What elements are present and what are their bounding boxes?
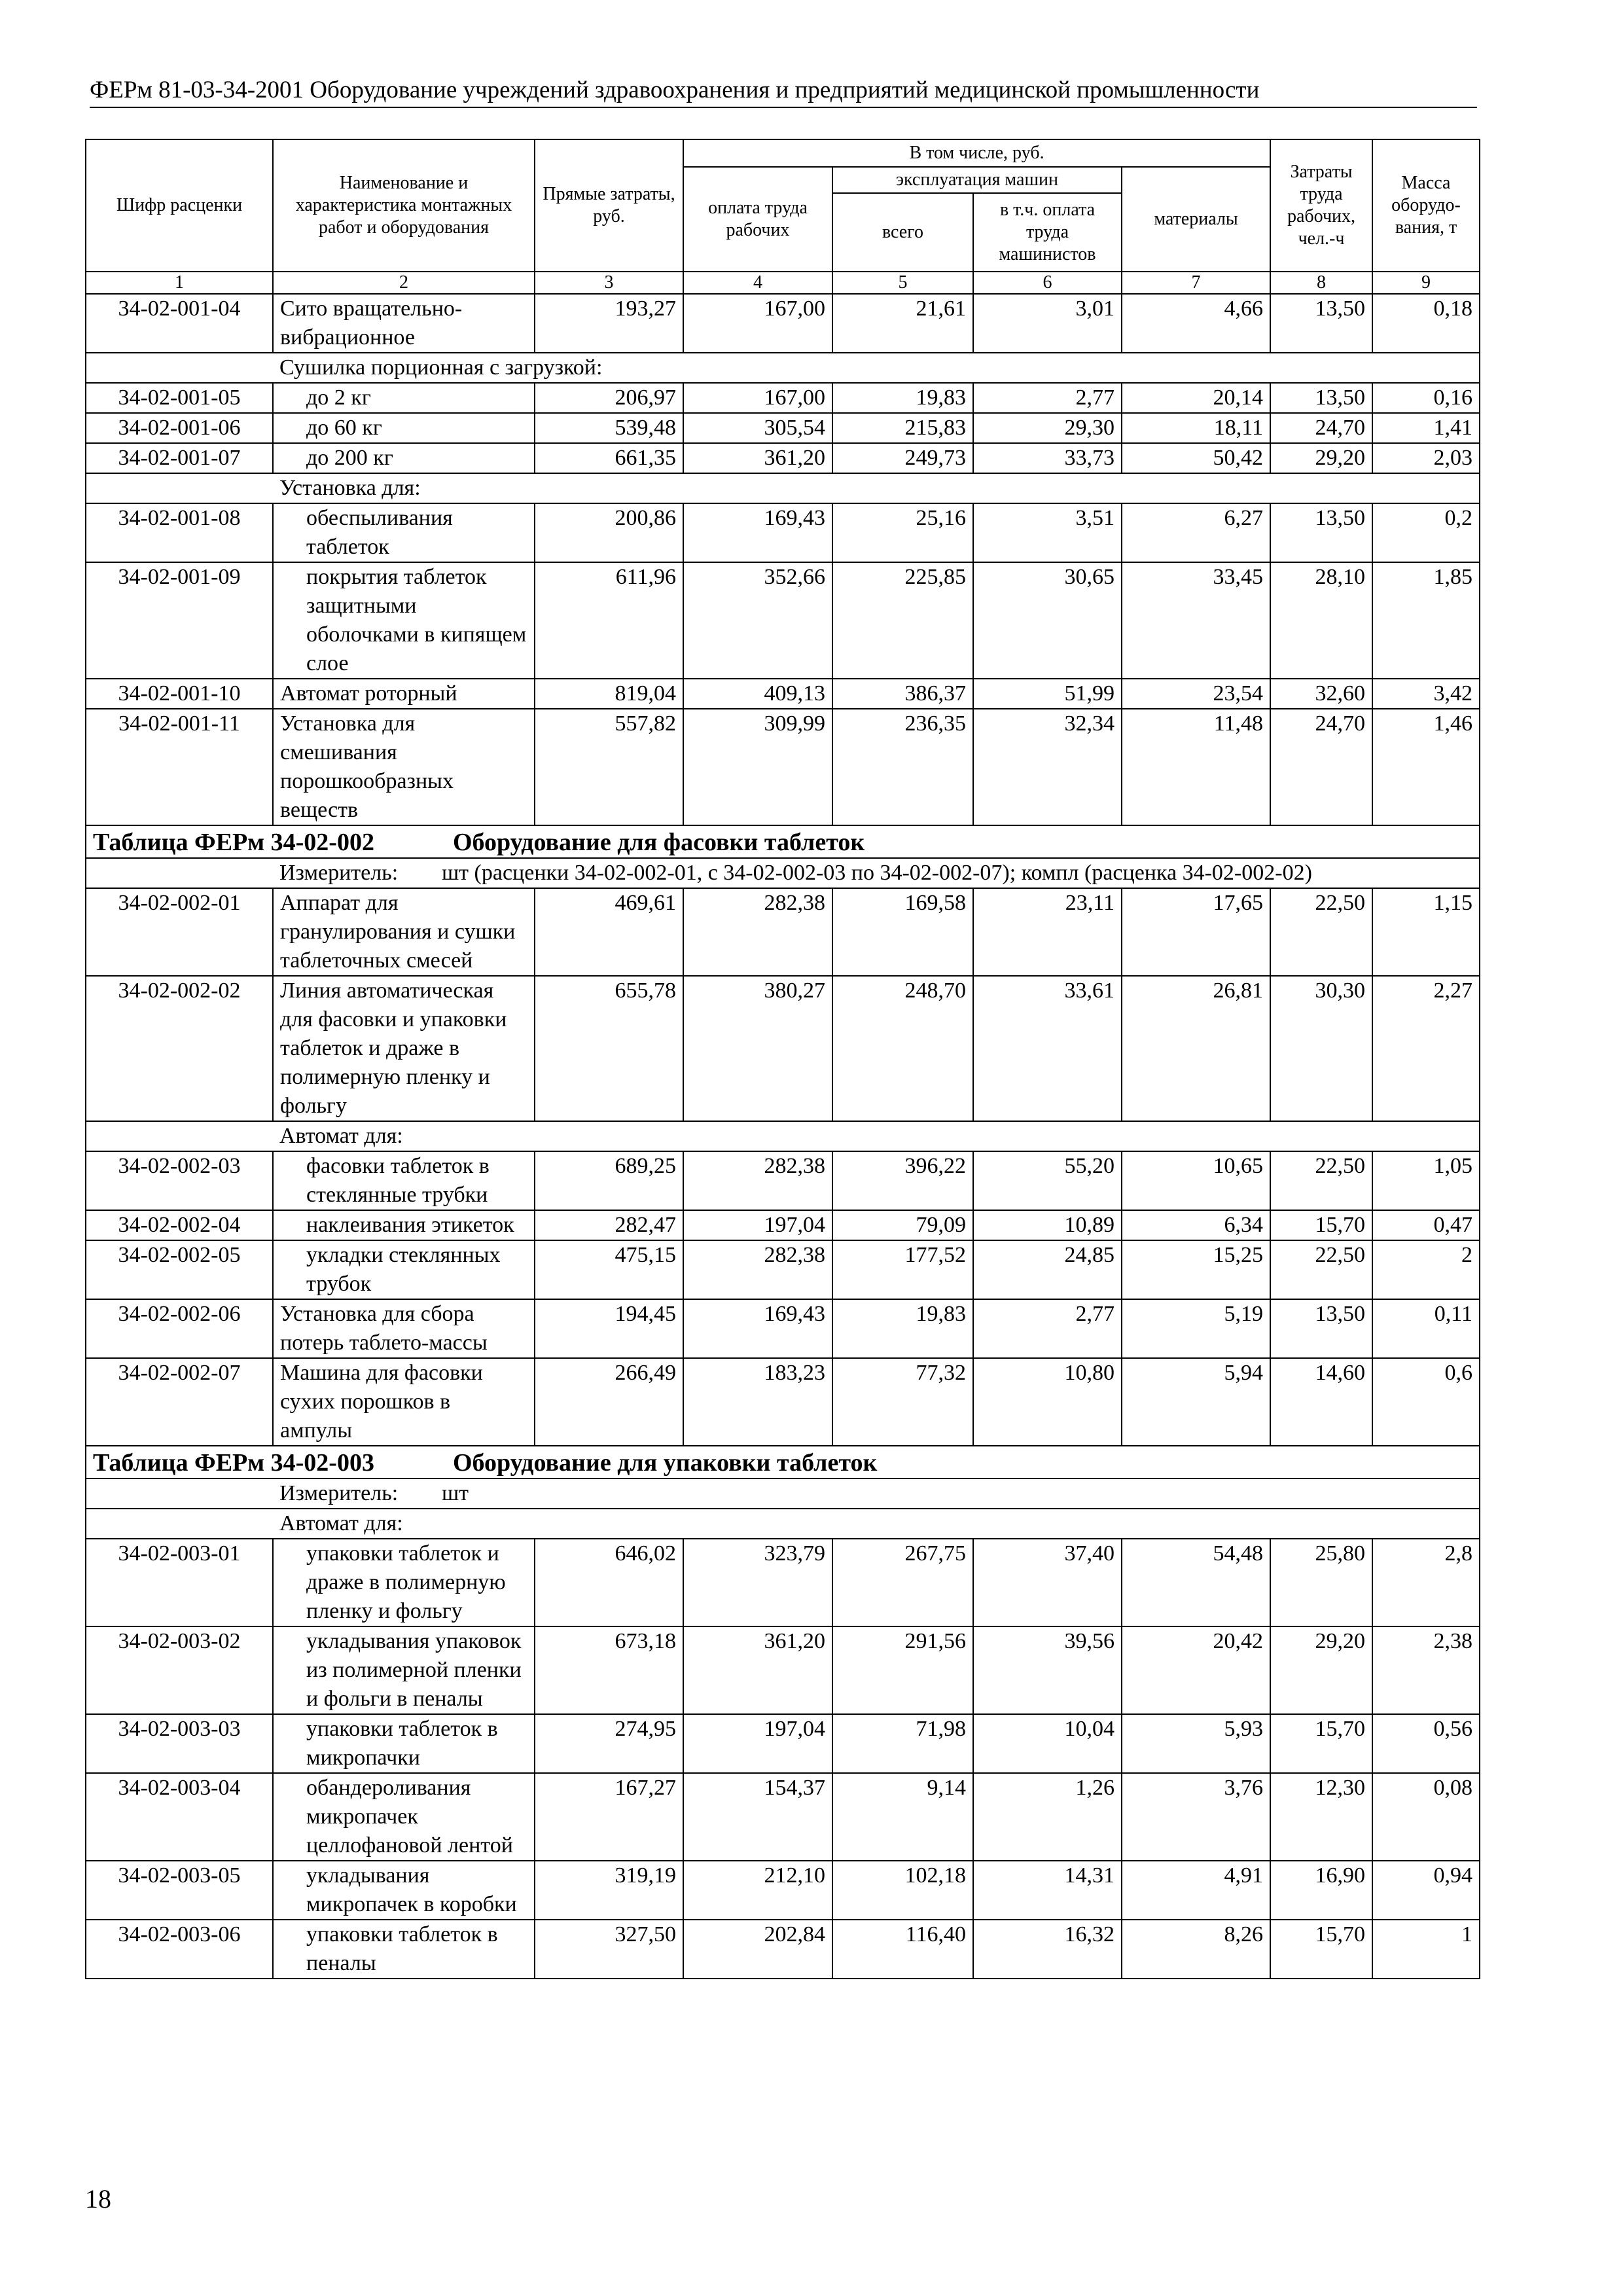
table-row (86, 1210, 1480, 1240)
rate-code: 34-02-001-09 (86, 562, 273, 679)
machinist-wages: 10,80 (973, 1358, 1122, 1446)
wages: 409,13 (683, 679, 832, 709)
rate-code: 34-02-001-08 (86, 503, 273, 562)
equipment-mass: 0,94 (1372, 1861, 1480, 1920)
wages: 309,99 (683, 709, 832, 825)
wages: 282,38 (683, 1240, 832, 1299)
labor-hours: 32,60 (1270, 679, 1372, 709)
machines-total: 291,56 (832, 1626, 973, 1714)
table-row (86, 383, 1480, 413)
work-name: укладывания упаковок из полимерной пленки и фольги в пеналы (273, 1626, 535, 1714)
equipment-mass: 1,15 (1372, 888, 1480, 976)
work-name: укладывания микропачек в коробки (273, 1861, 535, 1920)
table-title-cell (86, 1446, 1480, 1479)
labor-hours: 13,50 (1270, 1299, 1372, 1358)
equipment-mass: 0,56 (1372, 1714, 1480, 1773)
wages: 167,00 (683, 294, 832, 353)
direct-cost: 327,50 (535, 1920, 683, 1979)
work-name: Машина для фасовки сухих порошков в ампулы (273, 1358, 535, 1446)
equipment-mass: 2,03 (1372, 443, 1480, 473)
labor-hours: 12,30 (1270, 1773, 1372, 1861)
direct-cost: 206,97 (535, 383, 683, 413)
work-name: обандероливания микропачек целлофановой лентой (273, 1773, 535, 1861)
machines-total: 225,85 (832, 562, 973, 679)
machines-total: 177,52 (832, 1240, 973, 1299)
group-row (86, 1509, 1480, 1539)
col-code-header: Шифр расценки (86, 139, 273, 272)
work-name: укладки стеклянных трубок (273, 1240, 535, 1299)
materials: 50,42 (1122, 443, 1270, 473)
table-row (86, 1299, 1480, 1358)
rate-code: 34-02-002-06 (86, 1299, 273, 1358)
labor-hours: 15,70 (1270, 1210, 1372, 1240)
group-spacer (86, 1121, 273, 1151)
materials: 4,91 (1122, 1861, 1270, 1920)
column-number: 7 (1122, 272, 1270, 294)
machines-total: 116,40 (832, 1920, 973, 1979)
equipment-mass: 1,41 (1372, 413, 1480, 443)
materials: 18,11 (1122, 413, 1270, 443)
direct-cost: 661,35 (535, 443, 683, 473)
machinist-wages: 37,40 (973, 1539, 1122, 1626)
rate-code: 34-02-003-03 (86, 1714, 273, 1773)
equipment-mass: 3,42 (1372, 679, 1480, 709)
labor-hours: 24,70 (1270, 709, 1372, 825)
work-name: наклеивания этикеток (273, 1210, 535, 1240)
wages: 183,23 (683, 1358, 832, 1446)
column-number: 3 (535, 272, 683, 294)
work-name: покрытия таблеток защитными оболочками в кипящем слое (273, 562, 535, 679)
machines-total: 9,14 (832, 1773, 973, 1861)
equipment-mass: 0,2 (1372, 503, 1480, 562)
table-caption: Оборудование для фасовки таблеток (452, 829, 865, 856)
wages: 169,43 (683, 503, 832, 562)
rates-table (85, 139, 1480, 1979)
group-row (86, 353, 1480, 383)
group-label: Установка для: (273, 473, 1480, 503)
direct-cost: 200,86 (535, 503, 683, 562)
direct-cost: 689,25 (535, 1151, 683, 1210)
machinist-wages: 39,56 (973, 1626, 1122, 1714)
meter-value: шт (расценки 34-02-002-01, с 34-02-002-03 по 34-02-002-07); компл (расценка 34-02-002-02) (442, 861, 1312, 885)
machines-total: 19,83 (832, 383, 973, 413)
labor-hours: 13,50 (1270, 294, 1372, 353)
column-number: 5 (832, 272, 973, 294)
machinist-wages: 33,73 (973, 443, 1122, 473)
labor-hours: 22,50 (1270, 1151, 1372, 1210)
materials: 20,42 (1122, 1626, 1270, 1714)
materials: 15,25 (1122, 1240, 1270, 1299)
table-row (86, 709, 1480, 825)
table-row (86, 413, 1480, 443)
labor-hours: 13,50 (1270, 383, 1372, 413)
machines-total: 386,37 (832, 679, 973, 709)
table-row (86, 1773, 1480, 1861)
wages: 212,10 (683, 1861, 832, 1920)
column-number: 2 (273, 272, 535, 294)
materials: 17,65 (1122, 888, 1270, 976)
meter-label: Измеритель: (279, 1481, 399, 1505)
machinist-wages: 16,32 (973, 1920, 1122, 1979)
rate-code: 34-02-001-05 (86, 383, 273, 413)
meter-spacer (86, 858, 273, 888)
materials: 4,66 (1122, 294, 1270, 353)
meter-spacer (86, 1479, 273, 1509)
materials: 10,65 (1122, 1151, 1270, 1210)
group-label: Сушилка порционная с загрузкой: (273, 353, 1480, 383)
equipment-mass: 0,6 (1372, 1358, 1480, 1446)
col-materials-header: материалы (1122, 167, 1270, 272)
page-number: 18 (85, 2184, 111, 2214)
col-machinist-wages-header: в т.ч. оплата труда машинистов (973, 193, 1122, 272)
materials: 11,48 (1122, 709, 1270, 825)
machinist-wages: 29,30 (973, 413, 1122, 443)
wages: 361,20 (683, 443, 832, 473)
wages: 323,79 (683, 1539, 832, 1626)
machinist-wages: 24,85 (973, 1240, 1122, 1299)
table-caption: Оборудование для упаковки таблеток (452, 1449, 878, 1477)
rate-code: 34-02-003-02 (86, 1626, 273, 1714)
table-row (86, 294, 1480, 353)
equipment-mass: 2 (1372, 1240, 1480, 1299)
table-title-row (86, 1446, 1480, 1479)
direct-cost: 194,45 (535, 1299, 683, 1358)
work-name: упаковки таблеток и драже в полимерную пленку и фольгу (273, 1539, 535, 1626)
labor-hours: 29,20 (1270, 443, 1372, 473)
rate-code: 34-02-002-05 (86, 1240, 273, 1299)
direct-cost: 475,15 (535, 1240, 683, 1299)
labor-hours: 30,30 (1270, 976, 1372, 1121)
labor-hours: 15,70 (1270, 1920, 1372, 1979)
col-labor-header: Затраты труда рабочих, чел.-ч (1270, 139, 1372, 272)
machinist-wages: 10,04 (973, 1714, 1122, 1773)
machinist-wages: 10,89 (973, 1210, 1122, 1240)
wages: 197,04 (683, 1714, 832, 1773)
direct-cost: 319,19 (535, 1861, 683, 1920)
group-label: Автомат для: (273, 1121, 1480, 1151)
direct-cost: 193,27 (535, 294, 683, 353)
machinist-wages: 32,34 (973, 709, 1122, 825)
materials: 33,45 (1122, 562, 1270, 679)
table-title: Таблица ФЕРм 34-02-003 (93, 1449, 374, 1477)
machines-total: 267,75 (832, 1539, 973, 1626)
column-number: 9 (1372, 272, 1480, 294)
table-row (86, 1714, 1480, 1773)
rate-code: 34-02-002-03 (86, 1151, 273, 1210)
equipment-mass: 2,8 (1372, 1539, 1480, 1626)
table-title-row (86, 825, 1480, 858)
table-row (86, 1626, 1480, 1714)
machinist-wages: 23,11 (973, 888, 1122, 976)
machines-total: 102,18 (832, 1861, 973, 1920)
materials: 26,81 (1122, 976, 1270, 1121)
work-name: Автомат роторный (273, 679, 535, 709)
direct-cost: 655,78 (535, 976, 683, 1121)
col-including-header: В том числе, руб. (683, 139, 1270, 167)
work-name: до 2 кг (273, 383, 535, 413)
rate-code: 34-02-002-04 (86, 1210, 273, 1240)
labor-hours: 14,60 (1270, 1358, 1372, 1446)
machinist-wages: 51,99 (973, 679, 1122, 709)
rate-code: 34-02-003-06 (86, 1920, 273, 1979)
wages: 282,38 (683, 1151, 832, 1210)
direct-cost: 274,95 (535, 1714, 683, 1773)
group-label: Автомат для: (273, 1509, 1480, 1539)
labor-hours: 22,50 (1270, 888, 1372, 976)
direct-cost: 266,49 (535, 1358, 683, 1446)
rate-code: 34-02-001-10 (86, 679, 273, 709)
machines-total: 215,83 (832, 413, 973, 443)
materials: 6,27 (1122, 503, 1270, 562)
work-name: обеспыливания таблеток (273, 503, 535, 562)
col-wages-header: оплата труда рабочих (683, 167, 832, 272)
machinist-wages: 3,01 (973, 294, 1122, 353)
direct-cost: 167,27 (535, 1773, 683, 1861)
work-name: Установка для сбора потерь таблето-массы (273, 1299, 535, 1358)
col-machines-header: эксплуатация машин (832, 167, 1122, 193)
labor-hours: 15,70 (1270, 1714, 1372, 1773)
table-row (86, 1151, 1480, 1210)
machines-total: 21,61 (832, 294, 973, 353)
machinist-wages: 33,61 (973, 976, 1122, 1121)
table-row (86, 503, 1480, 562)
equipment-mass: 1 (1372, 1920, 1480, 1979)
table-row (86, 1358, 1480, 1446)
machinist-wages: 55,20 (973, 1151, 1122, 1210)
machines-total: 77,32 (832, 1358, 973, 1446)
table-row (86, 888, 1480, 976)
table-row (86, 1240, 1480, 1299)
equipment-mass: 0,18 (1372, 294, 1480, 353)
group-spacer (86, 1509, 273, 1539)
table-row (86, 1539, 1480, 1626)
wages: 197,04 (683, 1210, 832, 1240)
rate-code: 34-02-001-11 (86, 709, 273, 825)
wages: 282,38 (683, 888, 832, 976)
meter-row (86, 858, 1480, 888)
table-header (86, 139, 1480, 294)
wages: 167,00 (683, 383, 832, 413)
col-mass-header: Масса оборудо-вания, т (1372, 139, 1480, 272)
direct-cost: 611,96 (535, 562, 683, 679)
rate-code: 34-02-003-04 (86, 1773, 273, 1861)
labor-hours: 13,50 (1270, 503, 1372, 562)
labor-hours: 25,80 (1270, 1539, 1372, 1626)
wages: 380,27 (683, 976, 832, 1121)
equipment-mass: 2,27 (1372, 976, 1480, 1121)
wages: 169,43 (683, 1299, 832, 1358)
work-name: Сито вращательно-вибрационное (273, 294, 535, 353)
column-number: 6 (973, 272, 1122, 294)
rate-code: 34-02-003-05 (86, 1861, 273, 1920)
machines-total: 248,70 (832, 976, 973, 1121)
meter-cell (273, 858, 1480, 888)
labor-hours: 16,90 (1270, 1861, 1372, 1920)
machines-total: 19,83 (832, 1299, 973, 1358)
table-row (86, 443, 1480, 473)
column-number: 1 (86, 272, 273, 294)
labor-hours: 24,70 (1270, 413, 1372, 443)
work-name: фасовки таблеток в стеклянные трубки (273, 1151, 535, 1210)
wages: 202,84 (683, 1920, 832, 1979)
labor-hours: 28,10 (1270, 562, 1372, 679)
work-name: Аппарат для гранулирования и сушки таблеточных смесей (273, 888, 535, 976)
rate-code: 34-02-002-01 (86, 888, 273, 976)
materials: 5,93 (1122, 1714, 1270, 1773)
rate-code: 34-02-002-07 (86, 1358, 273, 1446)
equipment-mass: 2,38 (1372, 1626, 1480, 1714)
machinist-wages: 1,26 (973, 1773, 1122, 1861)
column-number: 8 (1270, 272, 1372, 294)
wages: 154,37 (683, 1773, 832, 1861)
table-row (86, 562, 1480, 679)
materials: 3,76 (1122, 1773, 1270, 1861)
equipment-mass: 1,05 (1372, 1151, 1480, 1210)
equipment-mass: 0,47 (1372, 1210, 1480, 1240)
equipment-mass: 1,85 (1372, 562, 1480, 679)
rate-code: 34-02-001-06 (86, 413, 273, 443)
machinist-wages: 2,77 (973, 383, 1122, 413)
table-title-cell (86, 825, 1480, 858)
labor-hours: 29,20 (1270, 1626, 1372, 1714)
equipment-mass: 0,11 (1372, 1299, 1480, 1358)
materials: 20,14 (1122, 383, 1270, 413)
group-row (86, 1121, 1480, 1151)
direct-cost: 646,02 (535, 1539, 683, 1626)
table-body (86, 294, 1480, 1979)
materials: 23,54 (1122, 679, 1270, 709)
meter-label: Измеритель: (279, 861, 399, 885)
work-name: упаковки таблеток в микропачки (273, 1714, 535, 1773)
work-name: Линия автоматическая для фасовки и упаковки таблеток и драже в полимерную пленку и фольгу (273, 976, 535, 1121)
direct-cost: 282,47 (535, 1210, 683, 1240)
materials: 5,94 (1122, 1358, 1270, 1446)
materials: 6,34 (1122, 1210, 1270, 1240)
machinist-wages: 14,31 (973, 1861, 1122, 1920)
table-title: Таблица ФЕРм 34-02-002 (93, 829, 374, 856)
table-row (86, 976, 1480, 1121)
running-header: ФЕРм 81-03-34-2001 Оборудование учреждений здравоохранения и предприятий медицинской промышленности (90, 76, 1477, 108)
rate-code: 34-02-003-01 (86, 1539, 273, 1626)
group-row (86, 473, 1480, 503)
group-spacer (86, 353, 273, 383)
work-name: Установка для смешивания порошкообразных веществ (273, 709, 535, 825)
meter-value: шт (442, 1481, 469, 1505)
machines-total: 396,22 (832, 1151, 973, 1210)
machinist-wages: 30,65 (973, 562, 1122, 679)
machines-total: 71,98 (832, 1714, 973, 1773)
materials: 8,26 (1122, 1920, 1270, 1979)
wages: 305,54 (683, 413, 832, 443)
work-name: упаковки таблеток в пеналы (273, 1920, 535, 1979)
group-spacer (86, 473, 273, 503)
work-name: до 200 кг (273, 443, 535, 473)
col-name-header: Наименование и характеристика монтажных работ и оборудования (273, 139, 535, 272)
materials: 5,19 (1122, 1299, 1270, 1358)
machines-total: 236,35 (832, 709, 973, 825)
rate-code: 34-02-001-04 (86, 294, 273, 353)
labor-hours: 22,50 (1270, 1240, 1372, 1299)
direct-cost: 539,48 (535, 413, 683, 443)
col-machines-total-header: всего (832, 193, 973, 272)
equipment-mass: 0,08 (1372, 1773, 1480, 1861)
machines-total: 79,09 (832, 1210, 973, 1240)
materials: 54,48 (1122, 1539, 1270, 1626)
col-direct-header: Прямые затраты, руб. (535, 139, 683, 272)
machines-total: 249,73 (832, 443, 973, 473)
direct-cost: 673,18 (535, 1626, 683, 1714)
table-row (86, 1920, 1480, 1979)
wages: 361,20 (683, 1626, 832, 1714)
table-row (86, 1861, 1480, 1920)
equipment-mass: 0,16 (1372, 383, 1480, 413)
direct-cost: 469,61 (535, 888, 683, 976)
column-number: 4 (683, 272, 832, 294)
rate-code: 34-02-001-07 (86, 443, 273, 473)
machines-total: 169,58 (832, 888, 973, 976)
work-name: до 60 кг (273, 413, 535, 443)
meter-row (86, 1479, 1480, 1509)
direct-cost: 819,04 (535, 679, 683, 709)
equipment-mass: 1,46 (1372, 709, 1480, 825)
rate-code: 34-02-002-02 (86, 976, 273, 1121)
machinist-wages: 3,51 (973, 503, 1122, 562)
machines-total: 25,16 (832, 503, 973, 562)
meter-cell (273, 1479, 1480, 1509)
table-row (86, 679, 1480, 709)
wages: 352,66 (683, 562, 832, 679)
machinist-wages: 2,77 (973, 1299, 1122, 1358)
column-numbers-row (86, 272, 1480, 294)
direct-cost: 557,82 (535, 709, 683, 825)
